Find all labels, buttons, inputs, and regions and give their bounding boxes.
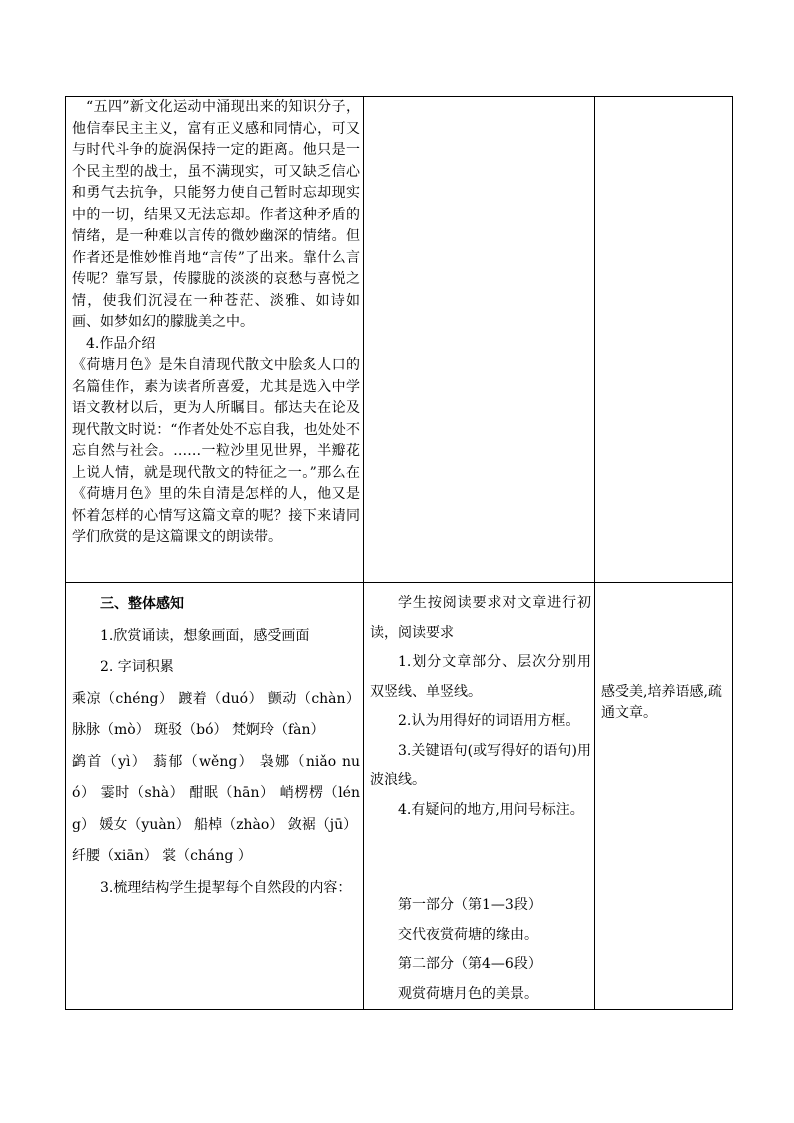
lesson-plan-table	[65, 96, 733, 1010]
activity-cell	[364, 583, 595, 1010]
list-item: 2.认为用得好的词语用方框。	[398, 713, 580, 729]
list-item: 2. 字词积累	[100, 659, 174, 675]
goal-cell	[595, 97, 733, 583]
list-item: 1.欣赏诵读，想象画面，感受画面	[100, 627, 310, 644]
list-item: 1.划分文章部分、层次分别用双竖线、单竖线。	[370, 654, 591, 700]
work-intro-paragraph: 《荷塘月色》是朱自清现代散文中脍炙人口的名篇佳作，素为读者所喜爱，尤其是选入中学语文教材以后，更为人所瞩目。郁达夫在论及现代散文时说：“作者处处不忘自我，也处处不忘自然与社会。……一粒沙里见世界，半瓣花上说人情，就是现代散文的特征之一。”那么在《荷塘月色》里的朱自清是怎样的人，他又是怀着怎样的心情写这篇文章的呢？接下来请同学们欣赏的是这篇课文的朗读带。	[72, 357, 360, 545]
section-heading: 4.作品介绍	[86, 335, 156, 352]
goal-cell	[595, 583, 733, 1010]
vocab-line: 纤腰（xiān） 裳（cháng ）	[72, 848, 252, 864]
structure-desc: 交代夜赏荷塘的缘由。	[398, 926, 538, 943]
activity-intro: 学生按阅读要求对文章进行初读，阅读要求	[370, 595, 591, 641]
vocab-line: 乘凉（chéng） 踱着（duó） 颤动（chàn） 脉脉（mò） 斑驳（bó） 梵婀玲（fàn）	[72, 690, 360, 738]
author-background-paragraph: “五四”新文化运动中涌现出来的知识分子，他信奉民主主义，富有正义感和同情心，可又与时代斗争的旋涡保持一定的距离。他只是一个民主型的战士，虽不满现实，可又缺乏信心和勇气去抗争，只能努力使自己暂时忘却现实中的一切，结果又无法忘却。作者这种矛盾的情绪，是一种难以言传的微妙幽深的情绪。但作者还是惟妙惟肖地“言传”了出来。靠什么言传呢？靠写景，传朦胧的淡淡的哀愁与喜悦之情，使我们沉浸在一种苍茫、淡雅、如诗如画、如梦如幻的朦胧美之中。	[72, 99, 360, 330]
list-item: 3.关键语句(或写得好的语句)用波浪线。	[370, 742, 591, 788]
vocab-line: 鹢首（yì） 蓊郁（wěng） 袅娜（niǎo nuó） 霎时（shà） 酣眠（hān） 峭楞楞（léng） 媛女（yuàn） 船棹（zhào） 敛裾（jū）	[72, 753, 360, 833]
content-text	[66, 97, 363, 549]
content-text	[66, 583, 363, 904]
content-cell	[66, 583, 364, 1010]
list-item: 3.梳理结构学生提挈每个自然段的内容：	[100, 879, 352, 896]
table-row	[66, 97, 733, 583]
table-row	[66, 583, 733, 1010]
structure-desc: 观赏荷塘月色的美景。	[398, 985, 538, 1002]
list-item: 4.有疑问的地方,用问号标注。	[398, 801, 584, 818]
activity-cell	[364, 97, 595, 583]
spacer	[370, 825, 591, 891]
content-cell	[66, 97, 364, 583]
structure-part: 第二部分（第4—6段）	[398, 956, 542, 972]
activity-text	[364, 583, 594, 1009]
goal-text: 感受美,培养语感,疏通文章。	[601, 684, 722, 721]
structure-part: 第一部分（第1—3段）	[398, 897, 542, 913]
section-heading: 三、整体感知	[100, 596, 184, 612]
